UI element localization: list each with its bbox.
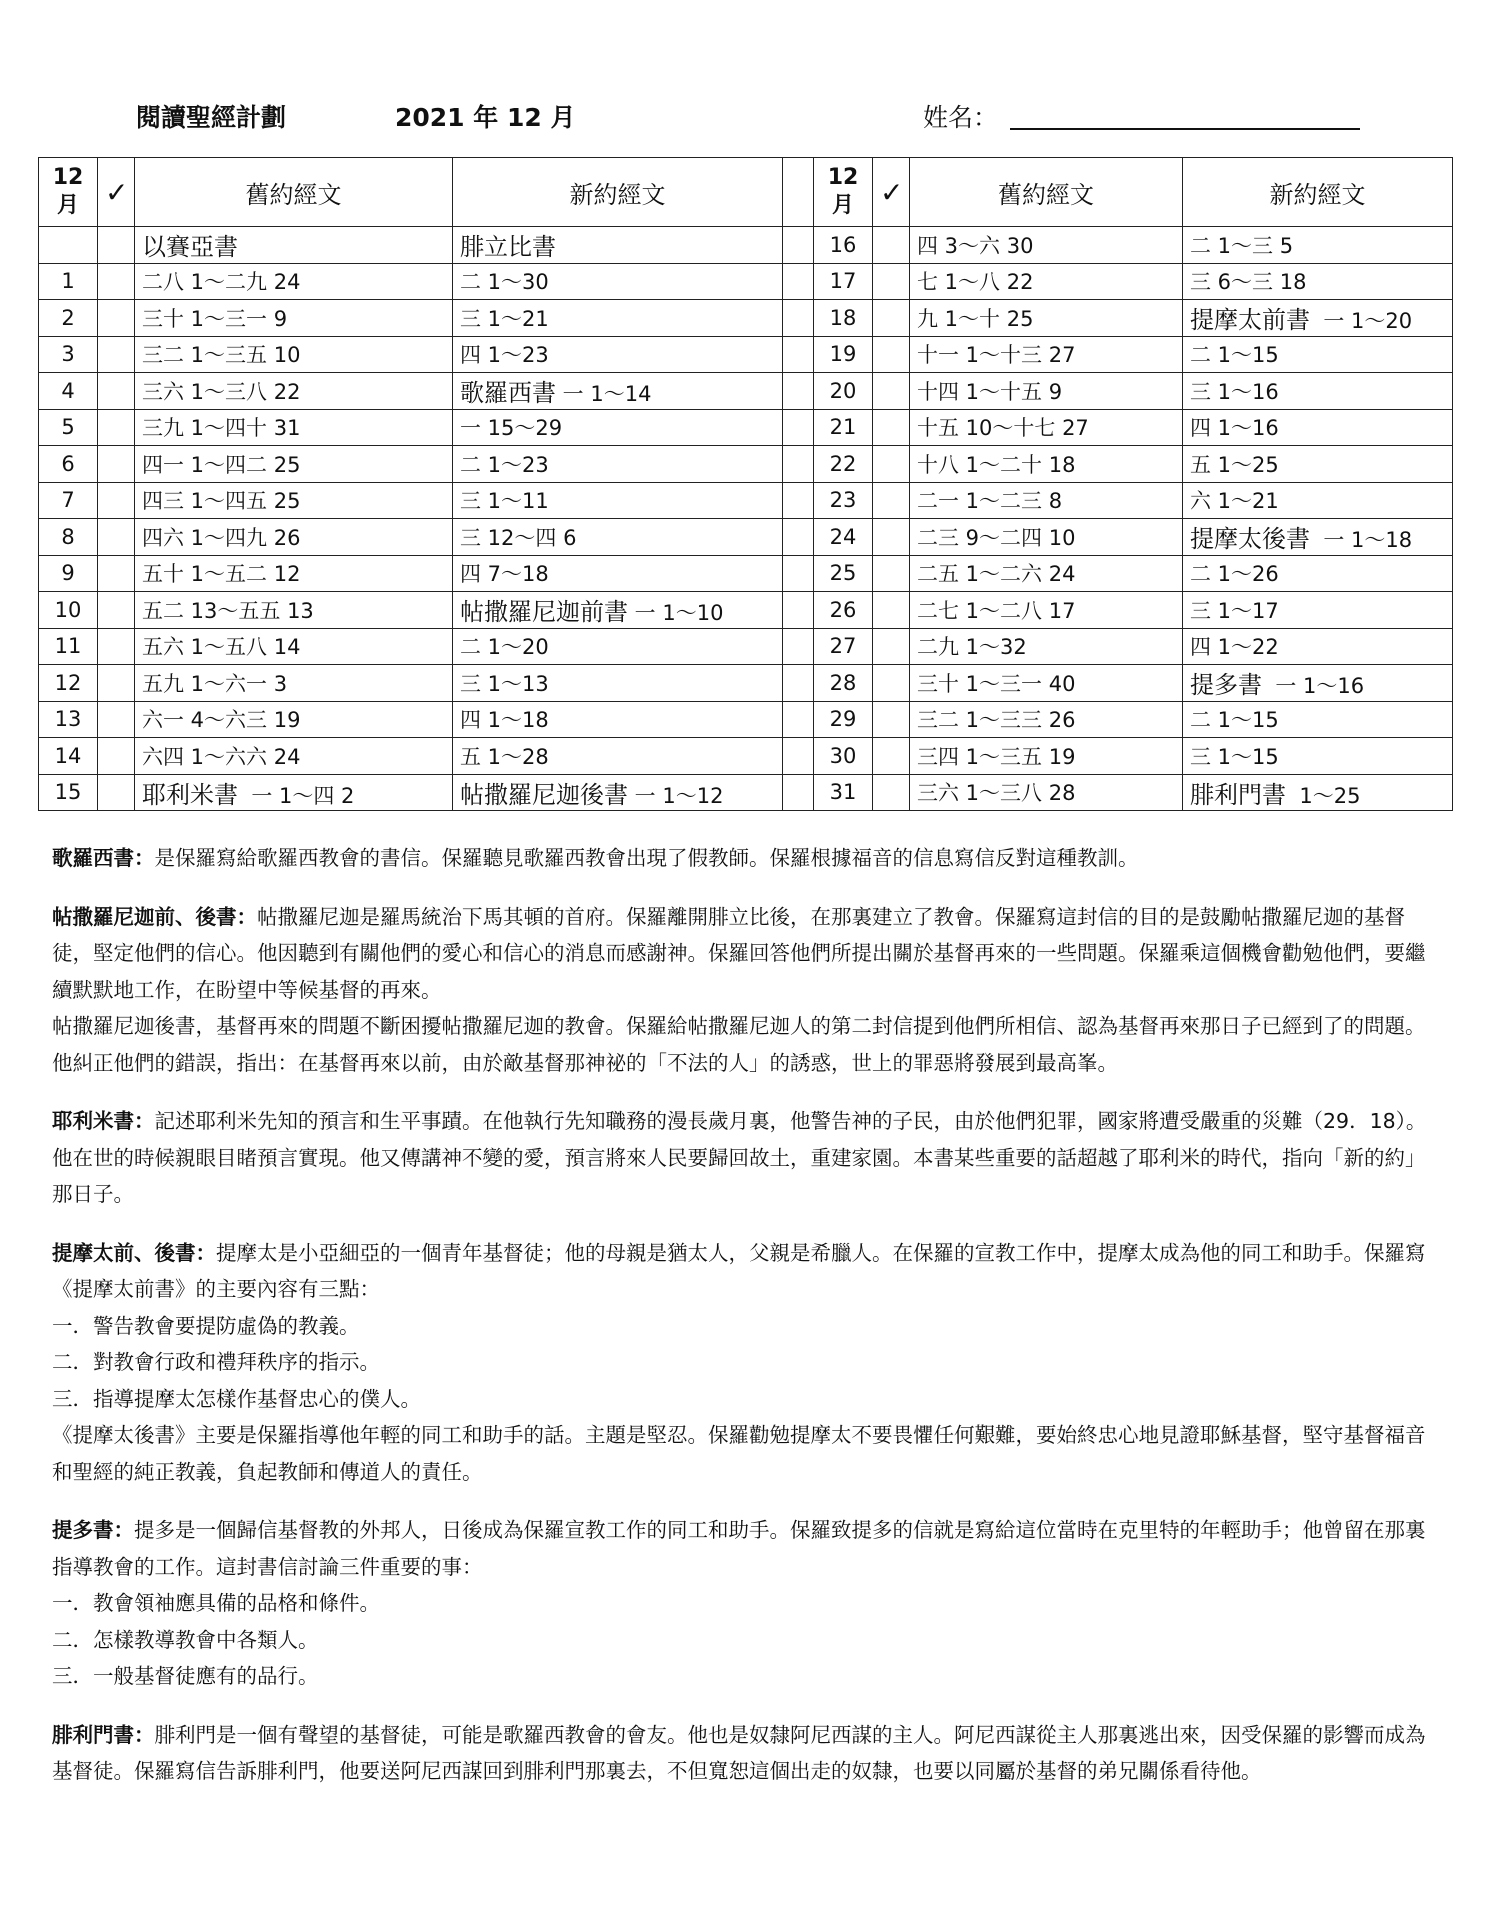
passage-ref: 二 1～30 xyxy=(460,270,549,295)
passage-ref: 三 1～11 xyxy=(460,489,549,514)
passage-ref: 一 1～10 xyxy=(628,601,724,626)
day-cell: 9 xyxy=(39,555,98,592)
day-cell: 16 xyxy=(814,227,873,264)
passage-ref: 二八 1～二九 24 xyxy=(142,270,301,295)
day-cell: 15 xyxy=(39,774,98,811)
checkbox-cell[interactable] xyxy=(873,701,910,738)
ot-reading-cell xyxy=(135,665,453,702)
passage-ref: 四 1～16 xyxy=(1190,416,1279,441)
table-row xyxy=(39,336,1453,373)
ot-reading-cell xyxy=(910,227,1183,264)
passage-ref: 一 1～18 xyxy=(1310,528,1413,553)
book-name: 提多書 xyxy=(1190,671,1262,700)
passage-ref: 五六 1～五八 14 xyxy=(142,635,301,660)
checkbox-cell[interactable] xyxy=(98,373,135,410)
nt-reading-cell xyxy=(1183,555,1453,592)
ot-reading-cell xyxy=(910,592,1183,629)
note-colossians: 歌羅西書：是保羅寫給歌羅西教會的書信。保羅聽見歌羅西教會出現了假教師。保羅根據福音的信息寫信反對這種教訓。 xyxy=(52,846,1139,870)
ot-reading-cell xyxy=(135,227,453,264)
passage-ref: 三 1～16 xyxy=(1190,379,1279,404)
column-separator xyxy=(783,701,814,738)
column-separator xyxy=(783,628,814,665)
passage-ref: 二九 1～32 xyxy=(917,635,1027,660)
note-heading: 歌羅西書： xyxy=(52,846,155,870)
ot-reading-cell xyxy=(135,446,453,483)
passage-ref: 二 1～26 xyxy=(1190,562,1279,587)
checkbox-cell[interactable] xyxy=(98,446,135,483)
day-cell: 5 xyxy=(39,409,98,446)
checkbox-cell[interactable] xyxy=(98,628,135,665)
column-separator xyxy=(783,555,814,592)
passage-ref: 三二 1～三五 10 xyxy=(142,343,301,368)
checkbox-cell[interactable] xyxy=(98,738,135,775)
month-header-text: 12 月 xyxy=(827,165,859,218)
passage-ref: 六四 1～六六 24 xyxy=(142,744,301,769)
passage-ref: 三 1～13 xyxy=(460,671,549,696)
nt-reading-cell xyxy=(1183,738,1453,775)
checkbox-cell[interactable] xyxy=(873,336,910,373)
nt-reading-cell xyxy=(1183,665,1453,702)
checkbox-cell[interactable] xyxy=(873,227,910,264)
passage-ref: 三十 1～三一 9 xyxy=(142,306,288,331)
book-name: 帖撒羅尼迦前書 xyxy=(460,598,628,627)
name-blank-line[interactable] xyxy=(1010,128,1360,130)
ot-reading-cell xyxy=(135,482,453,519)
note-list-item: 一．警告教會要提防虛偽的教義。 xyxy=(52,1313,360,1338)
passage-ref: 三 12～四 6 xyxy=(460,525,577,550)
note-philemon: 腓利門書：腓利門是一個有聲望的基督徒，可能是歌羅西教會的會友。他也是奴隸阿尼西謀的主人。阿尼西謀從主人那裏逃出來，因受保羅的影響而成為基督徒。保羅寫信告訴腓利門，他要送阿尼西謀回到腓利門那裏去，不但寬恕這個出走的奴隸，也要以同屬於基督的弟兄關係看待他。 xyxy=(52,1722,1426,1783)
plan-date: 2021 年 12 月 xyxy=(395,103,576,132)
nt-reading-cell xyxy=(453,738,783,775)
nt-reading-cell xyxy=(1183,409,1453,446)
nt-reading-cell xyxy=(1183,482,1453,519)
passage-ref: 四 7～18 xyxy=(460,562,549,587)
passage-ref: 二 1～三 5 xyxy=(1190,233,1294,258)
day-cell: 23 xyxy=(814,482,873,519)
checkbox-cell[interactable] xyxy=(873,446,910,483)
note-jeremiah: 耶利米書：記述耶利米先知的預言和生平事蹟。在他執行先知職務的漫長歲月裏，他警告神的子民，由於他們犯罪，國家將遭受嚴重的災難（29．18）。他在世的時候親眼目睹預言實現。他又傳講神不變的愛，預言將來人民要歸回故土，重建家園。本書某些重要的話超越了耶利米的時代，指向「新的約」那日子。 xyxy=(52,1109,1427,1206)
column-separator xyxy=(783,336,814,373)
checkbox-cell[interactable] xyxy=(98,774,135,811)
ot-reading-cell xyxy=(135,336,453,373)
table-row xyxy=(39,555,1453,592)
note-heading: 帖撒羅尼迦前、後書： xyxy=(52,904,257,929)
checkbox-cell[interactable] xyxy=(873,774,910,811)
ot-reading-cell xyxy=(910,738,1183,775)
nt-reading-cell xyxy=(453,519,783,556)
ot-reading-cell xyxy=(910,482,1183,519)
checkbox-cell[interactable] xyxy=(873,592,910,629)
ot-reading-cell xyxy=(135,628,453,665)
passage-ref: 二一 1～二三 8 xyxy=(917,489,1063,514)
column-separator xyxy=(783,409,814,446)
day-cell: 2 xyxy=(39,300,98,337)
month-header-text: 12 月 xyxy=(52,165,84,218)
ot-reading-cell xyxy=(910,555,1183,592)
table-row xyxy=(39,409,1453,446)
col-check-header: ✓ xyxy=(98,158,135,227)
nt-reading-cell xyxy=(1183,336,1453,373)
checkbox-cell[interactable] xyxy=(98,336,135,373)
table-row xyxy=(39,300,1453,337)
book-name: 歌羅西書 xyxy=(460,379,556,408)
day-cell: 7 xyxy=(39,482,98,519)
note-heading: 腓利門書： xyxy=(52,1722,155,1747)
col-nt-header: 新約經文 xyxy=(453,158,783,227)
ot-reading-cell xyxy=(910,628,1183,665)
nt-reading-cell xyxy=(1183,227,1453,264)
ot-reading-cell xyxy=(910,519,1183,556)
table-row xyxy=(39,519,1453,556)
day-cell: 22 xyxy=(814,446,873,483)
book-name: 腓立比書 xyxy=(460,233,556,262)
day-cell: 29 xyxy=(814,701,873,738)
passage-ref: 二七 1～二八 17 xyxy=(917,598,1076,623)
table-row xyxy=(39,227,1453,264)
nt-reading-cell xyxy=(453,701,783,738)
nt-reading-cell xyxy=(453,665,783,702)
passage-ref: 五 1～25 xyxy=(1190,452,1279,477)
checkbox-cell[interactable] xyxy=(98,263,135,300)
ot-reading-cell xyxy=(910,701,1183,738)
note-list-item: 一．教會領袖應具備的品格和條件。 xyxy=(52,1591,380,1615)
column-separator xyxy=(783,665,814,702)
passage-ref: 一 15～29 xyxy=(460,416,563,441)
column-separator xyxy=(783,482,814,519)
nt-reading-cell xyxy=(453,446,783,483)
day-cell: 18 xyxy=(814,300,873,337)
passage-ref: 二 1～15 xyxy=(1190,708,1279,733)
passage-ref: 五二 13～五五 13 xyxy=(142,598,314,623)
column-separator xyxy=(783,300,814,337)
book-name: 腓利門書 xyxy=(1190,780,1286,809)
col-nt-header: 新約經文 xyxy=(1183,158,1453,227)
passage-ref: 四六 1～四九 26 xyxy=(142,525,301,550)
book-notes xyxy=(52,840,1442,1790)
day-cell xyxy=(39,227,98,264)
name-label: 姓名： xyxy=(923,103,999,132)
col-month-header xyxy=(39,158,98,227)
table-row xyxy=(39,263,1453,300)
checkbox-cell[interactable] xyxy=(873,409,910,446)
passage-ref: 二 1～20 xyxy=(460,635,549,660)
passage-ref: 七 1～八 22 xyxy=(917,270,1034,295)
column-separator xyxy=(783,263,814,300)
ot-reading-cell xyxy=(135,300,453,337)
ot-reading-cell xyxy=(910,263,1183,300)
passage-ref: 五 1～28 xyxy=(460,744,549,769)
note-list-item: 三．指導提摩太怎樣作基督忠心的僕人。 xyxy=(52,1386,421,1411)
nt-reading-cell xyxy=(453,227,783,264)
passage-ref: 三 1～17 xyxy=(1190,598,1279,623)
passage-ref: 四一 1～四二 25 xyxy=(142,452,301,477)
day-cell: 25 xyxy=(814,555,873,592)
passage-ref: 三 1～21 xyxy=(460,306,549,331)
nt-reading-cell xyxy=(453,300,783,337)
passage-ref: 二 1～23 xyxy=(460,452,549,477)
checkbox-cell[interactable] xyxy=(98,300,135,337)
checkbox-cell[interactable] xyxy=(873,738,910,775)
day-cell: 17 xyxy=(814,263,873,300)
passage-ref: 四 1～18 xyxy=(460,708,549,733)
passage-ref: 三九 1～四十 31 xyxy=(142,416,301,441)
checkbox-cell[interactable] xyxy=(873,665,910,702)
nt-reading-cell xyxy=(453,409,783,446)
checkbox-cell[interactable] xyxy=(873,555,910,592)
table-row xyxy=(39,738,1453,775)
page-title: 閱讀聖經計劃 xyxy=(136,103,287,132)
column-separator xyxy=(783,592,814,629)
day-cell: 30 xyxy=(814,738,873,775)
checkbox-cell[interactable] xyxy=(873,519,910,556)
passage-ref: 六 1～21 xyxy=(1190,489,1279,514)
passage-ref: 三 6～三 18 xyxy=(1190,270,1307,295)
day-cell: 8 xyxy=(39,519,98,556)
passage-ref: 十一 1～十三 27 xyxy=(917,343,1076,368)
passage-ref: 二五 1～二六 24 xyxy=(917,562,1076,587)
column-separator xyxy=(783,158,814,227)
column-separator xyxy=(783,738,814,775)
nt-reading-cell xyxy=(1183,774,1453,811)
day-cell: 12 xyxy=(39,665,98,702)
col-ot-header: 舊約經文 xyxy=(135,158,453,227)
passage-ref: 二 1～15 xyxy=(1190,343,1279,368)
checkbox-cell[interactable] xyxy=(98,519,135,556)
nt-reading-cell xyxy=(1183,592,1453,629)
day-cell: 3 xyxy=(39,336,98,373)
passage-ref: 三 1～15 xyxy=(1190,744,1279,769)
checkbox-cell[interactable] xyxy=(873,628,910,665)
book-name: 提摩太後書 xyxy=(1190,525,1310,554)
table-row xyxy=(39,774,1453,811)
nt-reading-cell xyxy=(1183,263,1453,300)
ot-reading-cell xyxy=(135,409,453,446)
passage-ref: 四 3～六 30 xyxy=(917,233,1034,258)
day-cell: 20 xyxy=(814,373,873,410)
table-row xyxy=(39,701,1453,738)
nt-reading-cell xyxy=(453,592,783,629)
checkbox-cell[interactable] xyxy=(98,482,135,519)
day-cell: 6 xyxy=(39,446,98,483)
ot-reading-cell xyxy=(135,373,453,410)
note-titus: 提多書：提多是一個歸信基督教的外邦人，日後成為保羅宣教工作的同工和助手。保羅致提多的信就是寫給這位當時在克里特的年輕助手；他曾留在那裏指導教會的工作。這封書信討論三件重要的事： xyxy=(52,1518,1426,1579)
day-cell: 11 xyxy=(39,628,98,665)
ot-reading-cell xyxy=(135,519,453,556)
checkbox-cell[interactable] xyxy=(873,373,910,410)
nt-reading-cell xyxy=(453,482,783,519)
nt-reading-cell xyxy=(1183,373,1453,410)
checkbox-cell[interactable] xyxy=(873,263,910,300)
note-list-item: 三．一般基督徒應有的品行。 xyxy=(52,1664,319,1688)
col-month-header xyxy=(814,158,873,227)
nt-reading-cell xyxy=(1183,701,1453,738)
day-cell: 28 xyxy=(814,665,873,702)
nt-reading-cell xyxy=(1183,446,1453,483)
note-list-item: 二．對教會行政和禮拜秩序的指示。 xyxy=(52,1350,380,1374)
passage-ref: 五九 1～六一 3 xyxy=(142,671,288,696)
passage-ref: 三六 1～三八 22 xyxy=(142,379,301,404)
passage-ref: 二三 9～二四 10 xyxy=(917,525,1076,550)
table-row xyxy=(39,665,1453,702)
passage-ref: 三十 1～三一 40 xyxy=(917,671,1076,696)
passage-ref: 六一 4～六三 19 xyxy=(142,708,301,733)
passage-ref: 一 1～16 xyxy=(1262,674,1365,699)
day-cell: 31 xyxy=(814,774,873,811)
passage-ref: 三六 1～三八 28 xyxy=(917,781,1076,806)
day-cell: 24 xyxy=(814,519,873,556)
passage-ref: 三四 1～三五 19 xyxy=(917,744,1076,769)
col-check-header: ✓ xyxy=(873,158,910,227)
ot-reading-cell xyxy=(135,592,453,629)
note-heading: 提摩太前、後書： xyxy=(52,1240,216,1265)
passage-ref: 四 1～23 xyxy=(460,343,549,368)
col-ot-header: 舊約經文 xyxy=(910,158,1183,227)
checkbox-cell[interactable] xyxy=(98,665,135,702)
table-row xyxy=(39,373,1453,410)
column-separator xyxy=(783,446,814,483)
day-cell: 13 xyxy=(39,701,98,738)
ot-reading-cell xyxy=(910,373,1183,410)
reading-plan-table xyxy=(38,157,1453,811)
day-cell: 10 xyxy=(39,592,98,629)
nt-reading-cell xyxy=(1183,519,1453,556)
book-name: 耶利米書 xyxy=(142,780,238,809)
passage-ref: 一 1～20 xyxy=(1310,309,1413,334)
table-row xyxy=(39,482,1453,519)
passage-ref: 1～25 xyxy=(1286,783,1361,808)
nt-reading-cell xyxy=(1183,628,1453,665)
book-name: 提摩太前書 xyxy=(1190,306,1310,335)
page-header xyxy=(0,96,1488,140)
nt-reading-cell xyxy=(1183,300,1453,337)
checkbox-cell[interactable] xyxy=(98,409,135,446)
book-name: 以賽亞書 xyxy=(142,233,238,262)
column-separator xyxy=(783,227,814,264)
day-cell: 4 xyxy=(39,373,98,410)
nt-reading-cell xyxy=(453,774,783,811)
column-separator xyxy=(783,519,814,556)
checkbox-cell[interactable] xyxy=(873,482,910,519)
checkbox-cell[interactable] xyxy=(98,701,135,738)
passage-ref: 十八 1～二十 18 xyxy=(917,452,1076,477)
day-cell: 14 xyxy=(39,738,98,775)
ot-reading-cell xyxy=(910,300,1183,337)
passage-ref: 四 1～22 xyxy=(1190,635,1279,660)
day-cell: 27 xyxy=(814,628,873,665)
checkbox-cell[interactable] xyxy=(98,227,135,264)
day-cell: 26 xyxy=(814,592,873,629)
ot-reading-cell xyxy=(135,701,453,738)
passage-ref: 五十 1～五二 12 xyxy=(142,562,301,587)
note-list-item: 二．怎樣教導教會中各類人。 xyxy=(52,1627,319,1652)
passage-ref: 一 1～12 xyxy=(628,783,724,808)
column-separator xyxy=(783,774,814,811)
passage-ref: 三二 1～三三 26 xyxy=(917,708,1076,733)
table-header-row xyxy=(39,158,1453,227)
nt-reading-cell xyxy=(453,263,783,300)
checkbox-cell[interactable] xyxy=(98,592,135,629)
ot-reading-cell xyxy=(910,446,1183,483)
table-row xyxy=(39,592,1453,629)
passage-ref: 一 1～四 2 xyxy=(238,783,355,808)
ot-reading-cell xyxy=(135,774,453,811)
passage-ref: 四三 1～四五 25 xyxy=(142,489,301,514)
table-row xyxy=(39,446,1453,483)
day-cell: 1 xyxy=(39,263,98,300)
note-timothy: 提摩太前、後書：提摩太是小亞細亞的一個青年基督徒；他的母親是猶太人，父親是希臘人。在保羅的宣教工作中，提摩太成為他的同工和助手。保羅寫《提摩太前書》的主要內容有三點： xyxy=(52,1240,1426,1301)
note-heading: 提多書： xyxy=(52,1518,134,1542)
nt-reading-cell xyxy=(453,628,783,665)
checkbox-cell[interactable] xyxy=(98,555,135,592)
day-cell: 21 xyxy=(814,409,873,446)
ot-reading-cell xyxy=(910,409,1183,446)
ot-reading-cell xyxy=(135,555,453,592)
book-name: 帖撒羅尼迦後書 xyxy=(460,780,628,809)
nt-reading-cell xyxy=(453,555,783,592)
ot-reading-cell xyxy=(135,263,453,300)
note-timothy-2: 《提摩太後書》主要是保羅指導他年輕的同工和助手的話。主題是堅忍。保羅勸勉提摩太不要畏懼任何艱難，要始終忠心地見證耶穌基督，堅守基督福音和聖經的純正教義，負起教師和傳道人的責任。 xyxy=(52,1423,1426,1484)
passage-ref: 十五 10～十七 27 xyxy=(917,416,1089,441)
ot-reading-cell xyxy=(135,738,453,775)
ot-reading-cell xyxy=(910,665,1183,702)
nt-reading-cell xyxy=(453,336,783,373)
nt-reading-cell xyxy=(453,373,783,410)
day-cell: 19 xyxy=(814,336,873,373)
passage-ref: 九 1～十 25 xyxy=(917,306,1034,331)
note-thessalonians-2: 帖撒羅尼迦後書，基督再來的問題不斷困擾帖撒羅尼迦的教會。保羅給帖撒羅尼迦人的第二封信提到他們所相信、認為基督再來那日子已經到了的問題。他糾正他們的錯誤，指出：在基督再來以前，由於敵基督那神祕的「不法的人」的誘惑，世上的罪惡將發展到最高峯。 xyxy=(52,1014,1426,1075)
column-separator xyxy=(783,373,814,410)
checkbox-cell[interactable] xyxy=(873,300,910,337)
note-heading: 耶利米書： xyxy=(52,1109,155,1133)
passage-ref: 一 1～14 xyxy=(556,382,652,407)
passage-ref: 十四 1～十五 9 xyxy=(917,379,1063,404)
note-thessalonians: 帖撒羅尼迦前、後書：帖撒羅尼迦是羅馬統治下馬其頓的首府。保羅離開腓立比後，在那裏建立了教會。保羅寫這封信的目的是鼓勵帖撒羅尼迦的基督徒，堅定他們的信心。他因聽到有關他們的愛心和信心的消息而感謝神。保羅回答他們所提出關於基督再來的一些問題。保羅乘這個機會勸勉他們，要繼續默默地工作，在盼望中等候基督的再來。 xyxy=(52,904,1426,1002)
ot-reading-cell xyxy=(910,336,1183,373)
ot-reading-cell xyxy=(910,774,1183,811)
table-row xyxy=(39,628,1453,665)
